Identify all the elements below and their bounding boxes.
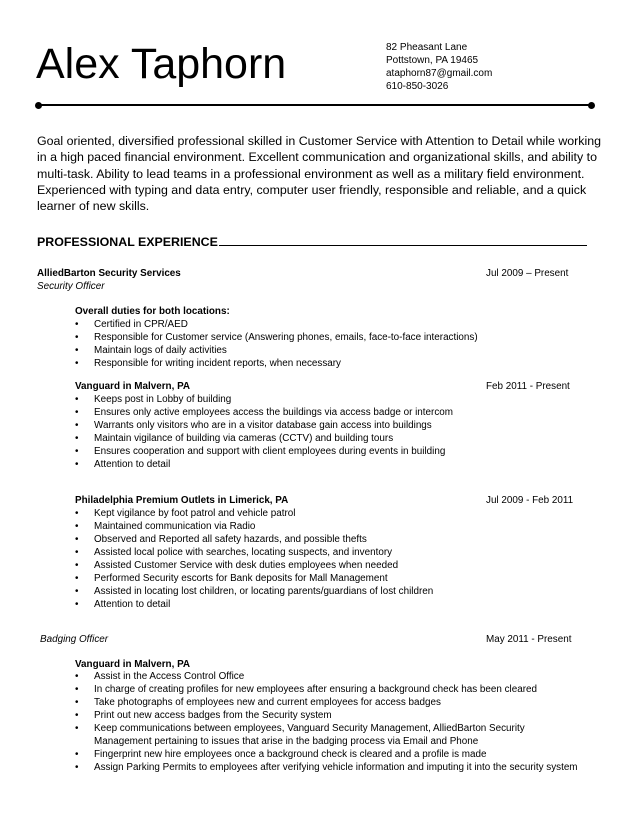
overall-duties-heading: Overall duties for both locations: [75,306,230,317]
summary-paragraph: Goal oriented, diversified professional skilled in Customer Service with Attention to Detail while working in a high paced financial environment. Excellent communication and organizational skills, and ability to multi-task. Ability to lead teams in a professional environment as well as a military field environment. Experienced with typing and data entry, computer user friendly, responsible and reliable, and a quick learner of new skills. [37,134,602,214]
list-item: • Ensures cooperation and support with client employees during events in building [75,446,446,457]
philadelphia-dates: Jul 2009 - Feb 2011 [486,495,574,506]
philadelphia-duties-list [75,507,585,611]
list-item: • Performed Security escorts for Bank deposits for Mall Management [75,573,388,584]
employer-dates: Jul 2009 – Present [486,268,569,279]
philadelphia-heading: Philadelphia Premium Outlets in Limerick, PA [75,495,289,506]
malvern-duties-list [75,393,585,471]
list-item: • Responsible for Customer service (Answering phones, emails, face-to-face interactions) [75,332,478,343]
header-divider [38,104,592,106]
list-item: • Assist in the Access Control Office [75,671,245,682]
contact-phone: 610-850-3026 [386,81,449,92]
list-item: • Assisted local police with searches, locating suspects, and inventory [75,547,393,558]
role-security-officer: Security Officer [37,281,105,292]
list-item: • Kept vigilance by foot patrol and vehicle patrol [75,508,296,519]
list-item: • Fingerprint new hire employees once a background check is cleared and a profile is made [75,749,487,760]
list-item: • Keep communications between employees, Vanguard Security Management, AlliedBarton Security Management pertaining to issues that arise in the badging process via Email and Phone [75,723,525,747]
divider-left-dot [35,102,42,109]
list-item: • Responsible for writing incident reports, when necessary [75,358,341,369]
contact-address-street: 82 Pheasant Lane [386,42,468,53]
list-item: • Keeps post in Lobby of building [75,394,232,405]
list-item: • Attention to detail [75,599,171,610]
list-item: • Warrants only visitors who are in a visitor database gain access into buildings [75,420,432,431]
list-item: • Ensures only active employees access the buildings via access badge or intercom [75,407,453,418]
role-badging-officer: Badging Officer [40,634,109,645]
contact-block [386,41,492,93]
contact-email: ataphorn87@gmail.com [386,68,493,79]
list-item: • Maintained communication via Radio [75,521,256,532]
section-title-underline [219,235,587,246]
section-title-text: PROFESSIONAL EXPERIENCE [37,235,218,249]
employer-name: AlliedBarton Security Services [37,268,181,279]
list-item: • Maintain logs of daily activities [75,345,227,356]
list-item: • Assisted Customer Service with desk duties employees when needed [75,560,399,571]
list-item: • Take photographs of employees new and current employees for access badges [75,697,441,708]
list-item: • Attention to detail [75,459,171,470]
list-item: • Assign Parking Permits to employees after verifying vehicle information and imputing it into the security system [75,762,578,773]
overall-duties-list [75,318,585,370]
candidate-name: Alex Taphorn [36,40,287,88]
badging-duties-list [75,670,585,774]
badging-dates: May 2011 - Present [486,634,572,645]
list-item: • Maintain vigilance of building via cameras (CCTV) and building tours [75,433,394,444]
list-item: • In charge of creating profiles for new employees after ensuring a background check has been cleared [75,684,537,695]
list-item: • Assisted in locating lost children, or locating parents/guardians of lost children [75,586,434,597]
section-title-experience [37,234,597,250]
malvern-dates: Feb 2011 - Present [486,381,570,392]
contact-address-city: Pottstown, PA 19465 [386,55,479,66]
list-item: • Print out new access badges from the Security system [75,710,332,721]
divider-right-dot [588,102,595,109]
malvern-heading: Vanguard in Malvern, PA [75,381,191,392]
list-item: • Certified in CPR/AED [75,319,188,330]
badging-heading: Vanguard in Malvern, PA [75,659,191,670]
list-item: • Observed and Reported all safety hazards, and possible thefts [75,534,367,545]
